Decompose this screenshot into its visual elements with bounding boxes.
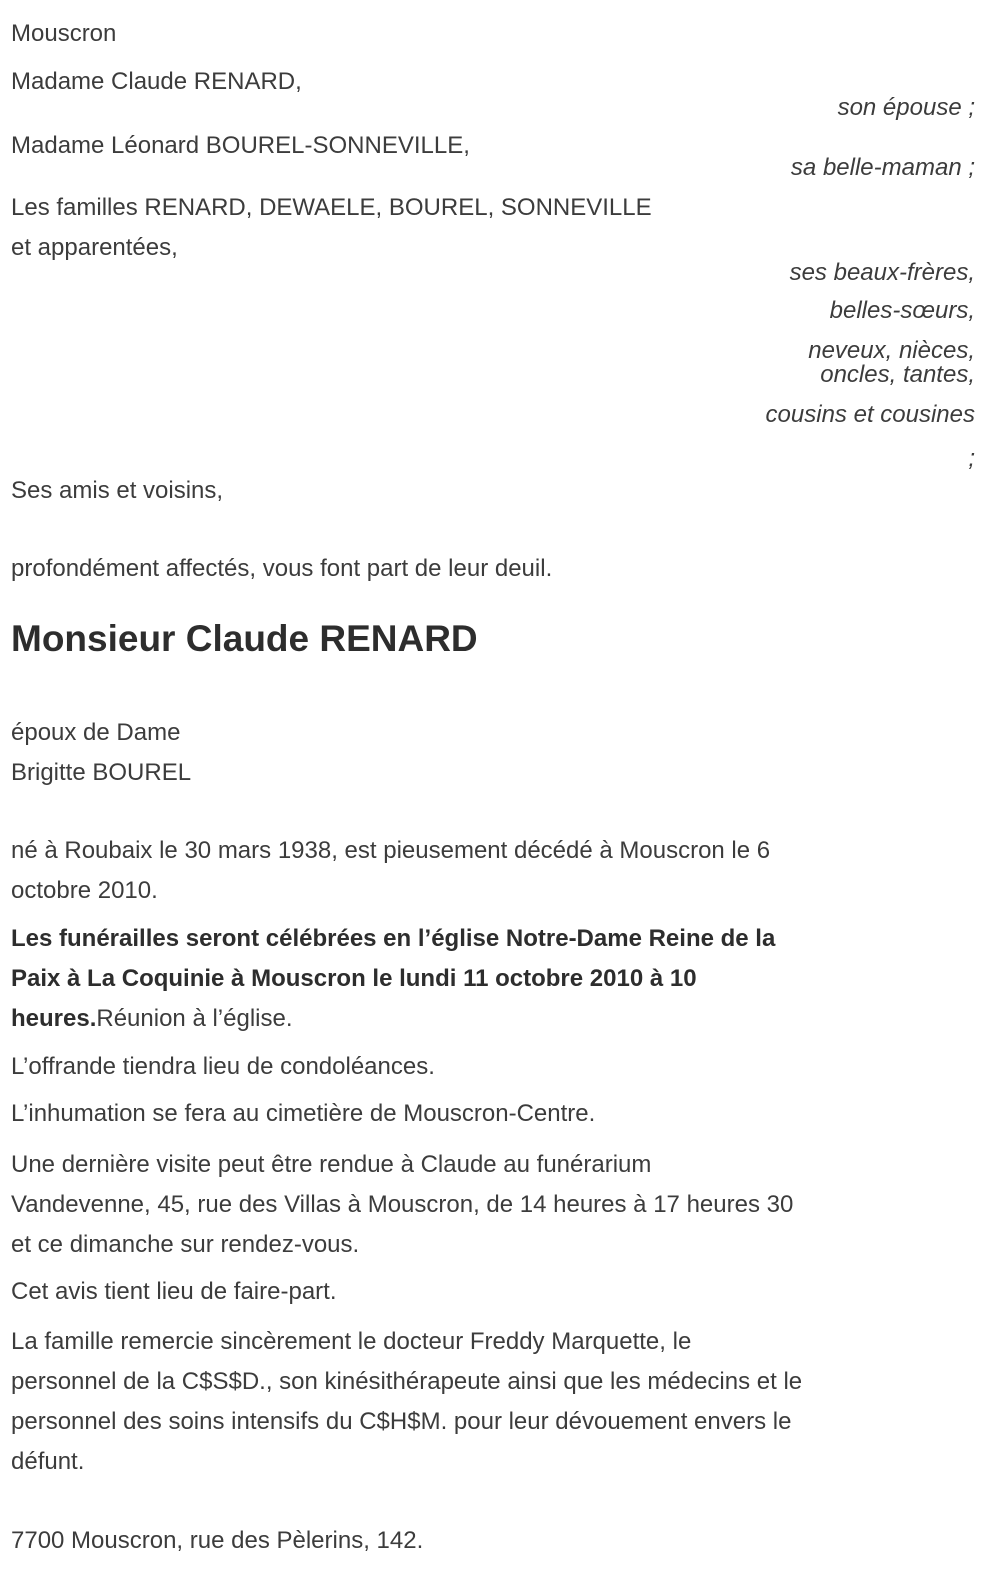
funeral-time: heures. <box>11 1005 97 1032</box>
friends-line: Ses amis et voisins, <box>11 477 224 504</box>
visit-line: Une dernière visite peut être rendue à Claude au funérarium <box>11 1151 652 1178</box>
announcement-line: profondément affectés, vous font part de leur deuil. <box>11 555 553 582</box>
families-line: Les familles RENARD, DEWAELE, BOUREL, SONNEVILLE <box>11 194 652 221</box>
visit-line: Vandevenne, 45, rue des Villas à Mouscron, de 14 heures à 17 heures 30 <box>11 1191 794 1218</box>
funeral-line <box>11 999 975 1039</box>
thanks-line: personnel des soins intensifs du C$H$M. pour leur dévouement envers le <box>11 1408 792 1435</box>
life-dates-line: octobre 2010. <box>11 877 158 904</box>
spouse-block <box>11 713 975 793</box>
faire-part-line: Cet avis tient lieu de faire-part. <box>11 1278 337 1305</box>
mourner-name: Madame Claude RENARD, <box>11 68 302 95</box>
spouse-name: Brigitte BOUREL <box>11 759 192 786</box>
relation-line: neveux, nièces, <box>808 337 975 364</box>
mourner-relation: sa belle-maman ; <box>790 154 975 181</box>
relation-line: belles-sœurs, <box>829 297 975 324</box>
thanks-paragraph <box>11 1322 975 1482</box>
visit-line: et ce dimanche sur rendez-vous. <box>11 1231 360 1258</box>
relation-line: oncles, tantes, <box>820 361 975 388</box>
relation-line: ses beaux-frères, <box>789 259 975 286</box>
deceased-name-heading: Monsieur Claude RENARD <box>11 618 478 659</box>
life-dates-line: né à Roubaix le 30 mars 1938, est pieusement décédé à Mouscron le 6 <box>11 837 771 864</box>
mourner-relation: son épouse ; <box>837 94 975 121</box>
funeral-line: Paix à La Coquinie à Mouscron le lundi 11 octobre 2010 à 10 <box>11 965 697 992</box>
relation-semicolon: ; <box>968 445 975 472</box>
thanks-line: personnel de la C$S$D., son kinésithérapeute ainsi que les médecins et le <box>11 1368 803 1395</box>
life-dates-paragraph <box>11 831 975 911</box>
funeral-note: Réunion à l’église. <box>96 1005 293 1032</box>
families-line: et apparentées, <box>11 234 178 261</box>
funeral-paragraph <box>11 919 975 1039</box>
offering-line: L’offrande tiendra lieu de condoléances. <box>11 1053 435 1080</box>
thanks-line: défunt. <box>11 1448 85 1475</box>
mourner-name: Madame Léonard BOUREL-SONNEVILLE, <box>11 132 470 159</box>
spouse-line: époux de Dame <box>11 719 181 746</box>
city-line: Mouscron <box>11 20 117 47</box>
burial-line: L’inhumation se fera au cimetière de Mouscron-Centre. <box>11 1100 596 1127</box>
thanks-line: La famille remercie sincèrement le docteur Freddy Marquette, le <box>11 1328 692 1355</box>
address-line: 7700 Mouscron, rue des Pèlerins, 142. <box>11 1527 424 1554</box>
relation-line: cousins et cousines <box>765 401 975 428</box>
visit-paragraph <box>11 1145 975 1265</box>
funeral-line: Les funérailles seront célébrées en l’église Notre-Dame Reine de la <box>11 925 776 952</box>
